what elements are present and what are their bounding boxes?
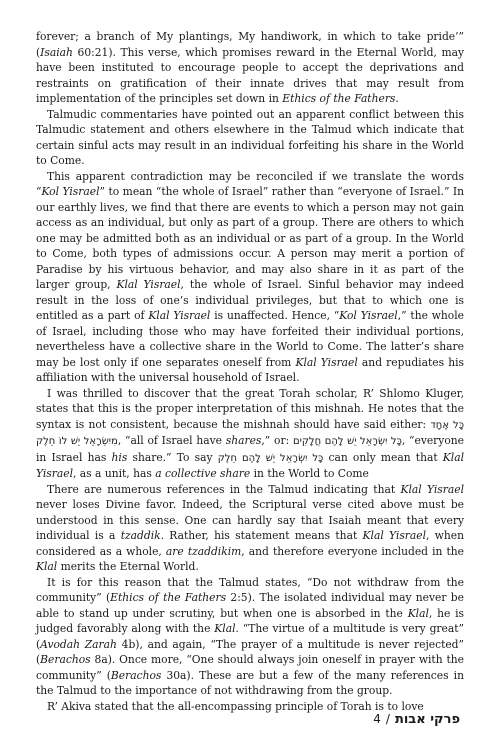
text-run: . Rather, his statement means that <box>160 529 363 542</box>
paragraph <box>36 107 464 169</box>
text-run: , as a unit, has <box>73 467 156 480</box>
italic-term: Klal Yisrael <box>36 450 464 480</box>
text-run: . “The virtue of a multitude is very great” ( <box>36 622 464 651</box>
text-run: share.” To say <box>127 450 218 464</box>
text-run: 4b), and again, “The prayer of a multitude is never rejected” ( <box>36 637 464 666</box>
page-footer <box>373 712 460 727</box>
italic-term: Kol Yisrael <box>41 185 100 198</box>
text-run: It is for this reason that the Talmud states, “Do not withdraw from the community” ( <box>36 575 464 604</box>
italic-term: tzaddik <box>120 529 161 542</box>
paragraph <box>36 29 464 107</box>
text-run: Talmudic commentaries have pointed out an apparent conflict between this Talmudic statement and others elsewhere in the Talmud which indicate that certain sinful acts may result in an individual forfeiting his share in the World to Come. <box>36 107 464 167</box>
paragraph <box>36 386 464 482</box>
paragraph <box>36 482 464 575</box>
italic-term: Klal Yisrael <box>116 278 181 291</box>
italic-term: Berachos <box>110 668 162 682</box>
paragraph <box>36 575 464 699</box>
text-run: This apparent contradiction may be reconciled if we translate the words “ <box>36 169 464 198</box>
text-run: can only mean that <box>323 450 443 464</box>
italic-term: Isaiah <box>40 45 73 59</box>
text-run: , the whole of Israel. Sinful behavior may indeed result in the loss of one’s individual privileges, but that to which one is entitled as a part of <box>36 278 464 322</box>
paragraph <box>36 169 464 386</box>
hebrew-quote: כָּל אֶחָד מִיִשְׂרָאֵל יֵשׁ לוֹ חֵלֶק <box>36 419 464 447</box>
text-run: , when considered as a whole, <box>36 529 464 558</box>
italic-term: a collective share <box>155 467 251 480</box>
text-run: 60:21). This verse, which promises reward in the Eternal World, may have been instituted to encourage people to accept the deprivations and restraints on gratification of their innate drives that may result from implementation of the principles set down in <box>36 45 464 105</box>
italic-term: Klal <box>36 560 58 573</box>
text-run: in the World to Come <box>250 467 369 480</box>
footer-separator: / <box>385 712 390 726</box>
italic-term: Klal <box>214 622 236 635</box>
text-run: There are numerous references in the Talmud indicating that <box>47 482 401 496</box>
italic-term: Ethics of the Fathers <box>282 92 396 105</box>
text-run: . <box>395 92 399 105</box>
italic-term: are tzaddikim <box>165 544 242 558</box>
text-run: , “everyone in Israel has <box>36 434 464 464</box>
text-run: , “all of Israel have <box>117 434 226 447</box>
italic-term: Avodah Zarah <box>40 637 117 651</box>
text-run: ” to mean “the whole of Israel” rather than “everyone of Israel.” In our earthly lives, we find that there are events to which a person may not gain access as an individual, but only as part of a group. There are others to which one may be admitted both as an individual or as part of a group. In the World to Come, both types of admissions occur. A person may merit a portion of Paradise by his virtuous behavior, and may also share in it as part of the larger group, <box>36 185 464 291</box>
italic-term: shares <box>225 434 262 447</box>
body-text <box>36 29 464 714</box>
italic-term: Ethics of the Fathers <box>110 591 227 604</box>
hebrew-quote: כָּל יִשְׂרָאֵל יֵשׁ לָהֶם חֵלֶק <box>217 452 324 464</box>
italic-term: his <box>111 450 128 464</box>
italic-term: Berachos <box>40 653 91 666</box>
text-run: is unaffected. Hence, “ <box>210 309 340 322</box>
italic-term: Kol Yisrael <box>339 309 398 322</box>
italic-term: Klal Yisrael <box>148 309 211 322</box>
text-run: R’ Akiva stated that the all-encompassing principle of Torah is to love <box>47 699 424 713</box>
text-run: , he is judged favorably along with the <box>36 606 465 635</box>
text-run: , and therefore everyone included in the <box>241 544 465 558</box>
text-run: I was thrilled to discover that the great Torah scholar, R’ Shlomo Kluger, states that this is the proper interpretation of this mishnah. He notes that the syntax is not consistent, because the mishnah should have said either: <box>36 386 464 431</box>
italic-term: Klal <box>407 606 429 620</box>
italic-term: Klal Yisrael <box>295 355 358 369</box>
text-run: and repudiates his affiliation with the universal household of Israel. <box>36 355 464 384</box>
italic-term: Klal Yisrael <box>400 482 464 496</box>
page-number: 4 <box>373 712 381 726</box>
text-run: 8a). Once more, “One should always join oneself in prayer with the community” ( <box>36 653 464 682</box>
hebrew-quote: כָּל יִשְׂרָאֵל יֵשׁ לָהֶם חֲלָקִים <box>292 436 402 447</box>
italic-term: Klal Yisrael <box>362 529 427 542</box>
text-run: 2:5). The isolated individual may never be able to stand up under scrutiny, but when one is absorbed in the <box>36 591 464 620</box>
book-title: פרקי אבות <box>394 712 460 727</box>
text-run: ,” or: <box>261 434 293 447</box>
text-run: forever; a branch of My plantings, My handiwork, in which to take pride’” ( <box>36 30 464 59</box>
text-run: merits the Eternal World. <box>57 560 199 573</box>
text-run: 30a). These are but a few of the many references in the Talmud to the importance of not withdrawing from the group. <box>36 668 464 697</box>
text-run: never loses Divine favor. Indeed, the Scriptural verse cited above must be understood in this sense. One can hardly say that Isaiah meant that every individual is a <box>36 498 464 542</box>
text-run: ,” the whole of Israel, including those who may have forfeited their individual portions, nevertheless have a collective share in the World to Come. The latter’s share may be lost only if one separates oneself from <box>36 309 464 369</box>
